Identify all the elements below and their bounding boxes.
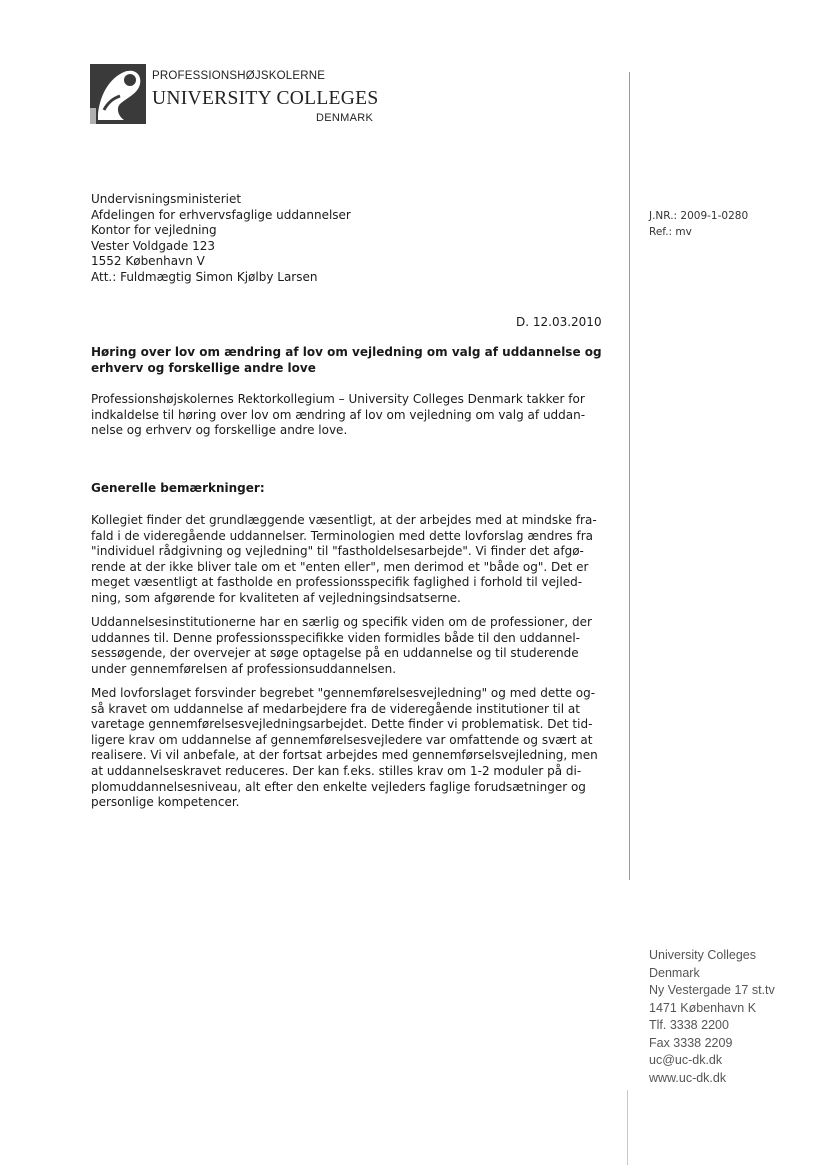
logo (90, 64, 390, 128)
section-heading: Generelle bemærkninger: (91, 481, 265, 495)
text-line: personlige kompetencer. (91, 795, 240, 810)
subject-heading (91, 345, 621, 376)
sender-contact (649, 947, 775, 1087)
contact-org: University Colleges (649, 948, 756, 962)
contact-city: 1471 København K (649, 1000, 757, 1015)
paragraph-3 (91, 686, 598, 811)
text-line: realisere. Vi vil anbefale, at der fortsat arbejdes med gennemførselsvejledning, men (91, 748, 598, 763)
margin-divider-lower (627, 1090, 628, 1165)
journal-number: J.NR.: 2009-1-0280 (649, 210, 749, 222)
contact-street: Ny Vestergade 17 st.tv (649, 983, 775, 997)
text-line: Uddannelsesinstitutionerne har en særlig og specifik viden om de professioner, der (91, 615, 592, 629)
contact-phone: Tlf. 3338 2200 (649, 1018, 729, 1032)
letter-date: D. 12.03.2010 (516, 315, 602, 329)
intro-paragraph (91, 392, 585, 439)
contact-email: uc@uc-dk.dk (649, 1053, 723, 1067)
text-line: ning, som afgørende for kvaliteten af vejledningsindsatserne. (91, 590, 461, 605)
text-line: Professionshøjskolernes Rektorkollegium – University Colleges Denmark takker for (91, 392, 585, 406)
contact-website: www.uc-dk.dk (649, 1070, 727, 1085)
text-line: "individuel rådgivning og vejledning" til "fastholdelsesarbejde". Vi finder det afgø- (91, 544, 584, 559)
reference-block (649, 208, 748, 240)
recipient-line: Kontor for vejledning (91, 223, 217, 237)
text-line: nelse og erhverv og forskellige andre love. (91, 423, 348, 438)
paragraph-2 (91, 615, 592, 677)
logo-line1: PROFESSIONSHØJSKOLERNE (152, 70, 326, 82)
recipient-address (91, 192, 351, 285)
logo-line2: UNIVERSITY COLLEGES (152, 88, 379, 109)
recipient-line: Afdelingen for erhvervsfaglige uddannelser (91, 207, 351, 222)
margin-divider (629, 72, 630, 880)
reference-initials: Ref.: mv (649, 226, 692, 238)
logo-mark-icon (90, 64, 146, 124)
text-line: meget væsentligt at fastholde en professionsspecifik faglighed i forhold til vejled- (91, 575, 583, 590)
recipient-line: Undervisningsministeriet (91, 192, 242, 206)
text-line: indkaldelse til høring over lov om ændring af lov om vejledning om valg af uddan- (91, 407, 586, 422)
text-line: så kravet om uddannelse af medarbejdere fra de videregående institutioner til at (91, 701, 580, 716)
recipient-line: 1552 København V (91, 254, 205, 268)
text-line: Kollegiet finder det grundlæggende væsentligt, at der arbejdes med at mindske fra- (91, 513, 597, 527)
contact-country: Denmark (649, 965, 700, 980)
text-line: plomuddannelsesniveau, alt efter den enkelte vejleders faglige forudsætninger og (91, 779, 586, 794)
contact-fax: Fax 3338 2209 (649, 1035, 733, 1050)
text-line: at uddannelseskravet reduceres. Der kan f.eks. stilles krav om 1-2 moduler på di- (91, 763, 582, 778)
paragraph-1 (91, 513, 597, 607)
subject-line: Høring over lov om ændring af lov om vejledning om valg af uddannelse og (91, 345, 602, 359)
text-line: varetage gennemførelsesvejledningsarbejdet. Dette finder vi problematisk. Det tid- (91, 717, 593, 732)
recipient-line: Att.: Fuldmægtig Simon Kjølby Larsen (91, 269, 318, 284)
logo-line3: DENMARK (316, 112, 374, 124)
text-line: ligere krav om uddannelse af gennemførelsesvejledere var omfattende og svært at (91, 732, 593, 747)
text-line: sessøgende, der overvejer at søge optagelse på en uddannelse og til studerende (91, 646, 579, 661)
text-line: fald i de videregående uddannelser. Terminologien med dette lovforslag ændres fra (91, 528, 593, 543)
text-line: Med lovforslaget forsvinder begrebet "gennemførelsesvejledning" og med dette og- (91, 686, 596, 700)
text-line: rende at der ikke bliver tale om et "enten eller", men derimod et "både og". Det er (91, 559, 589, 574)
recipient-line: Vester Voldgade 123 (91, 238, 216, 253)
subject-line: erhverv og forskellige andre love (91, 360, 316, 375)
text-line: uddannes til. Denne professionsspecifikke viden formidles både til den uddannel- (91, 630, 580, 645)
text-line: under gennemførelsen af professionsuddannelsen. (91, 661, 397, 676)
